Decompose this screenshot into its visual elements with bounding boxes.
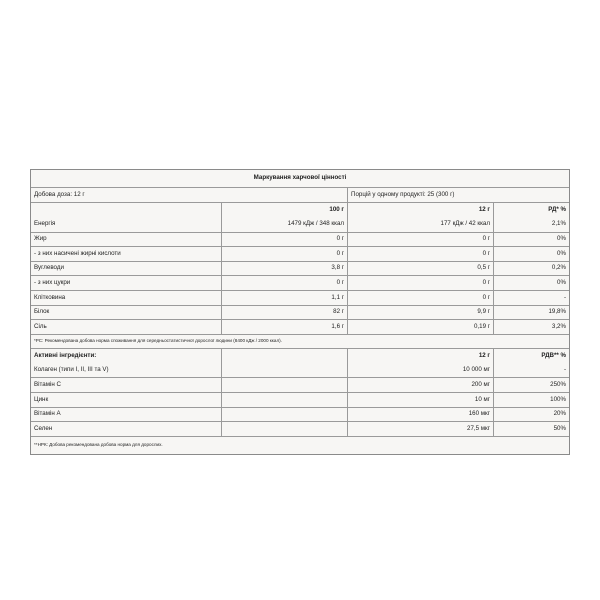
table-row <box>31 261 569 276</box>
row-name: Селен <box>34 424 53 432</box>
row-rd: 0% <box>493 276 569 290</box>
row-per-100g <box>221 378 347 392</box>
row-per-100g: 1479 кДж / 348 ккал <box>221 217 347 232</box>
row-rd: - <box>493 363 569 378</box>
row-name: Жир <box>34 235 47 243</box>
row-rd: 2,1% <box>493 217 569 232</box>
row-per-12g: 160 мкг <box>347 408 493 422</box>
row-rd: 20% <box>493 408 569 422</box>
row-rd: 0,2% <box>493 262 569 276</box>
header-name <box>31 203 221 217</box>
footnote2-row <box>31 436 569 454</box>
table-row <box>31 290 569 305</box>
active-header-col2 <box>221 349 347 363</box>
active-header-rdv: РДВ** % <box>493 349 569 363</box>
row-rd: 0% <box>493 233 569 247</box>
row-name: Вітамін А <box>34 410 61 418</box>
header-per-12g: 12 г <box>347 203 493 217</box>
row-rd: 50% <box>493 422 569 436</box>
row-per-100g <box>221 393 347 407</box>
row-per-12g: 177 кДж / 42 ккал <box>347 217 493 232</box>
row-per-100g: 82 г <box>221 306 347 320</box>
nutrition-table <box>30 169 570 455</box>
footnote-rdv: **НРК: Добова рекомендована добова норма для дорослих. <box>34 441 163 447</box>
servings-per-pack: Порцій у одному продукті: 25 (300 г) <box>347 188 569 202</box>
header-rd: РД* % <box>493 203 569 217</box>
table-row <box>31 232 569 247</box>
row-per-100g: 1,6 г <box>221 320 347 334</box>
active-header-per-12g: 12 г <box>347 349 493 363</box>
row-per-100g <box>221 363 347 378</box>
row-per-12g: 9,9 г <box>347 306 493 320</box>
footnote-rd: *РС: Рекомендована добова норма споживання для середньостатистичної дорослої людини (8400 кДж / 2000 ккал). <box>34 337 282 343</box>
row-per-12g: 0 г <box>347 247 493 261</box>
table-title: Маркування харчової цінності <box>253 174 347 182</box>
row-rd: - <box>493 291 569 305</box>
row-per-12g: 27,5 мкг <box>347 422 493 436</box>
row-per-12g: 0 г <box>347 276 493 290</box>
table-row <box>31 217 569 232</box>
table-row <box>31 392 569 407</box>
row-name: Клітковина <box>34 293 66 301</box>
dose-row <box>31 187 569 202</box>
table-row <box>31 421 569 436</box>
row-rd: 3,2% <box>493 320 569 334</box>
row-name: Сіль <box>34 322 47 330</box>
table-row <box>31 319 569 334</box>
table-row <box>31 275 569 290</box>
row-per-100g: 0 г <box>221 247 347 261</box>
row-name: Колаген (типи I, II, III та V) <box>34 365 109 373</box>
row-per-12g: 10 000 мг <box>347 363 493 378</box>
row-name: Білок <box>34 308 50 316</box>
table-row <box>31 305 569 320</box>
row-per-12g: 0 г <box>347 291 493 305</box>
row-name: Вуглеводи <box>34 264 64 272</box>
table-row <box>31 377 569 392</box>
nutrition-header-row <box>31 202 569 217</box>
row-name: - з них насичені жирні кислоти <box>34 249 121 257</box>
row-per-100g <box>221 408 347 422</box>
table-row <box>31 407 569 422</box>
table-title-row <box>31 170 569 187</box>
row-per-100g: 3,8 г <box>221 262 347 276</box>
row-name: Енергія <box>34 220 56 228</box>
daily-dose: Добова доза: 12 г <box>34 190 85 198</box>
table-row <box>31 246 569 261</box>
row-rd: 100% <box>493 393 569 407</box>
row-per-100g: 0 г <box>221 276 347 290</box>
row-per-12g: 0,5 г <box>347 262 493 276</box>
active-header-name: Активні інгредієнти: <box>34 351 97 359</box>
row-per-100g <box>221 422 347 436</box>
row-rd: 0% <box>493 247 569 261</box>
row-rd: 19,8% <box>493 306 569 320</box>
footnote-row <box>31 334 569 348</box>
row-per-12g: 0,19 г <box>347 320 493 334</box>
row-per-100g: 0 г <box>221 233 347 247</box>
row-per-100g: 1,1 г <box>221 291 347 305</box>
row-name: - з них цукри <box>34 279 71 287</box>
row-per-12g: 0 г <box>347 233 493 247</box>
header-per-100g: 100 г <box>221 203 347 217</box>
row-per-12g: 200 мг <box>347 378 493 392</box>
row-name: Цинк <box>34 395 49 403</box>
row-per-12g: 10 мг <box>347 393 493 407</box>
row-name: Вітамін С <box>34 381 61 389</box>
table-row <box>31 363 569 378</box>
active-header-row <box>31 348 569 363</box>
row-rd: 250% <box>493 378 569 392</box>
